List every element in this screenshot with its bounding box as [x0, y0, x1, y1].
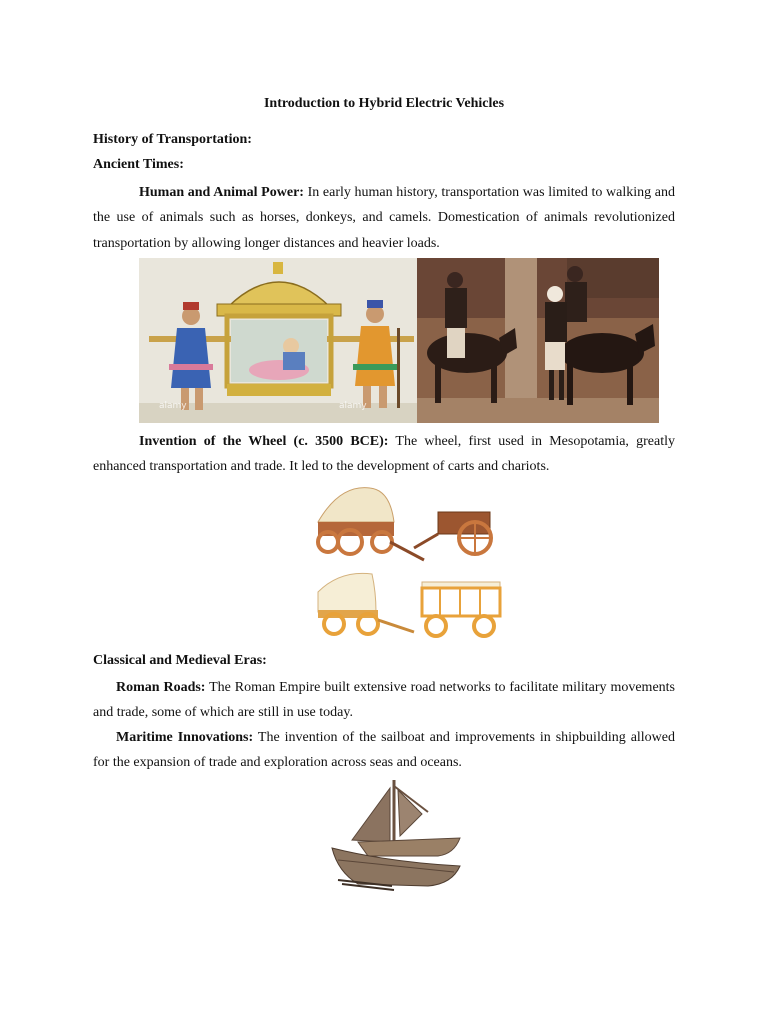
human-animal-paragraph [93, 180, 675, 256]
horse-riders-photo [417, 258, 659, 423]
roman-roads-term: Roman Roads: [116, 680, 206, 695]
roman-roads-text: The Roman Empire built extensive road networks to facilitate military movements and trade, some of which are still in use today. [93, 680, 675, 721]
maritime-term: Maritime Innovations: [116, 730, 254, 745]
watermark-text: alamy [339, 401, 367, 411]
maritime-paragraph [93, 725, 675, 776]
carts-illustration [310, 482, 508, 642]
ancient-times-heading: Ancient Times: [93, 157, 184, 172]
maritime-text: The invention of the sailboat and improvements in shipbuilding allowed for the expansion of trade and exploration across seas and oceans. [93, 730, 676, 771]
roman-roads-paragraph [93, 675, 675, 726]
classical-heading: Classical and Medieval Eras: [93, 653, 267, 668]
watermark-text: alamy [159, 401, 187, 411]
wheel-term: Invention of the Wheel (c. 3500 BCE): [139, 434, 389, 449]
document-title: Introduction to Hybrid Electric Vehicles [263, 96, 505, 111]
wheel-paragraph [93, 429, 675, 480]
sailboat-image [328, 776, 464, 892]
human-animal-term: Human and Animal Power: [139, 185, 304, 200]
wheel-text: The wheel, first used in Mesopotamia, greatly enhanced transportation and trade. It led to the development of carts and chariots. [93, 434, 675, 475]
section-heading: History of Transportation: [93, 132, 252, 147]
palanquin-painting-image [139, 258, 417, 423]
human-animal-text: In early human history, transportation was limited to walking and the use of animals such as horses, donkeys, and camels. Domestication of animals revolutionized transportation by allowing longer distances and heavier loads. [93, 185, 675, 251]
